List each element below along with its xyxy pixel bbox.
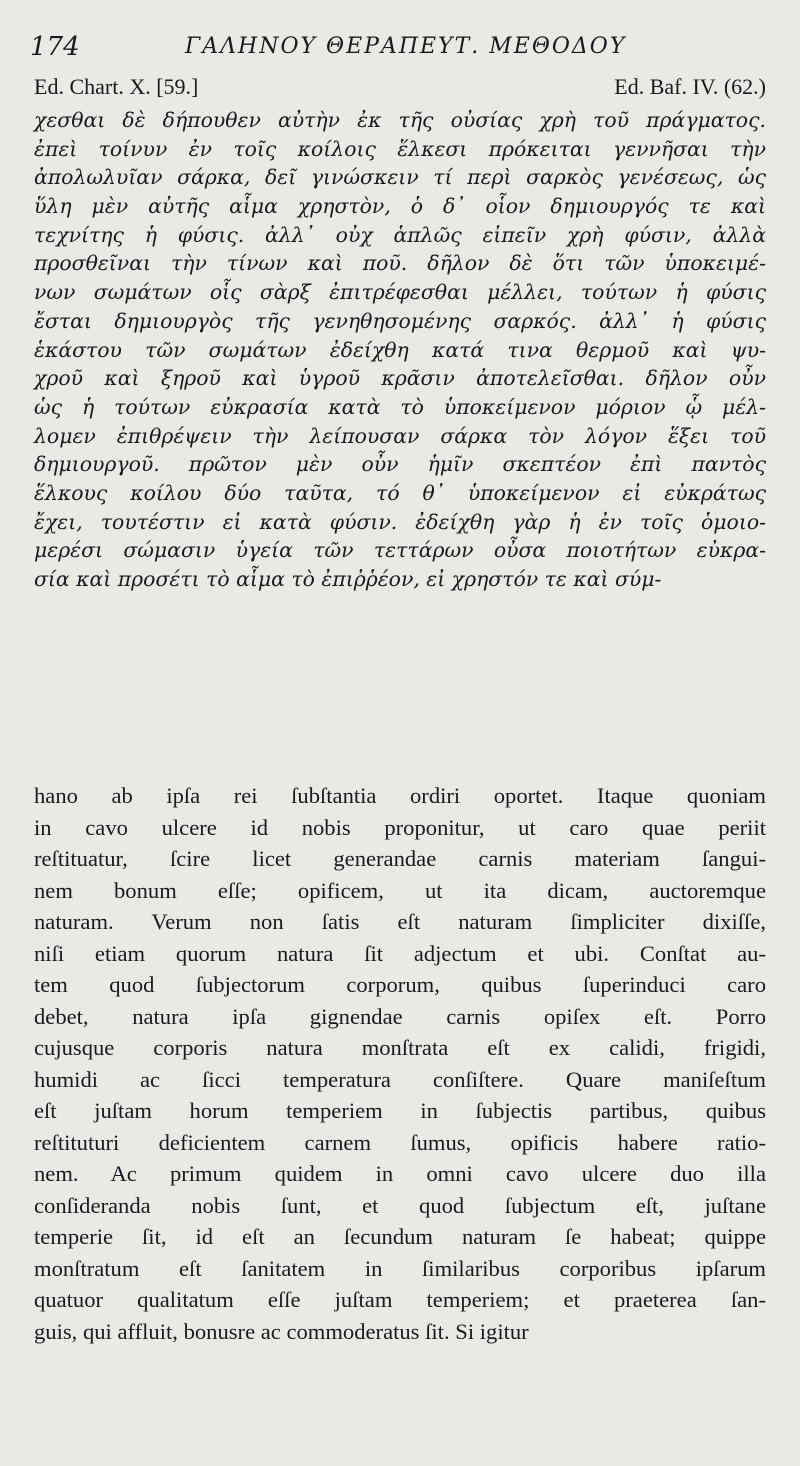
latin-text-line: in cavo ulcere id nobis proponitur, ut caro quae periit <box>34 814 766 840</box>
page-number: 174 <box>30 32 80 62</box>
greek-text-line: ἑκάστου τῶν σωμάτων ἐδείχθη κατά τινα θερμοῦ καὶ ψυ- <box>34 337 766 362</box>
latin-text-block <box>34 780 766 1347</box>
greek-text-line: χεσθαι δὲ δήπουθεν αὐτὴν ἐκ τῆς οὐσίας χρὴ τοῦ πράγματος. <box>34 108 766 132</box>
page-header <box>30 30 770 62</box>
latin-text-line: nem bonum eſſe; opificem, ut ita dicam, auctoremque <box>34 877 766 903</box>
greek-text-line: ὕλη μὲν αὐτῆς αἷμα χρηστὸν, ὁ δ᾽ οἷον δημιουργός τε καὶ <box>34 194 766 219</box>
latin-text-line: eſt juſtam horum temperiem in ſubjectis partibus, quibus <box>34 1098 766 1123</box>
latin-text-line: debet, natura ipſa gignendae carnis opiſex eſt. Porro <box>34 1003 766 1029</box>
latin-text-line: reſtituatur, ſcire licet generandae carnis materiam ſangui- <box>34 846 766 871</box>
greek-text-line: σία καὶ προσέτι τὸ αἷμα τὸ ἐπιῤῥέον, εἰ χρηστόν τε καὶ σύμ- <box>34 567 662 591</box>
greek-text-line: δημιουργοῦ. πρῶτον μὲν οὖν ἡμῖν σκεπτέον ἐπὶ παντὸς <box>34 452 766 477</box>
latin-text-line: humidi ac ſicci temperatura conſiſtere. Quare maniſeſtum <box>34 1066 766 1092</box>
running-title: ΓΑΛΗΝΟΥ ΘΕΡΑΠΕΥΤ. ΜΕΘΟΔΟΥ <box>185 34 627 59</box>
latin-text-line: guis, qui affluit, bonusre ac commoderatus ſit. Si igitur <box>34 1318 529 1344</box>
edition-reference-right: Ed. Baf. IV. (62.) <box>614 74 766 99</box>
edition-references <box>34 74 766 104</box>
greek-text-line: ἀπολωλυῖαν σάρκα, δεῖ γινώσκειν τί περὶ σαρκὸς γενέσεως, ὡς <box>34 165 766 190</box>
latin-text-line: niſi etiam quorum natura ſit adjectum et ubi. Conſtat au- <box>34 940 766 966</box>
latin-text-line: hano ab ipſa rei ſubſtantia ordiri oportet. Itaque quoniam <box>34 783 766 808</box>
greek-text-line: μερέσι σώμασιν ὑγεία τῶν τεττάρων οὖσα ποιοτήτων εὐκρα- <box>34 538 766 563</box>
latin-text-line: conſideranda nobis ſunt, et quod ſubjectum eſt, juſtane <box>34 1192 766 1218</box>
latin-text-line: temperie ſit, id eſt an ſecundum naturam ſe habeat; quippe <box>34 1224 766 1249</box>
greek-text-line: ὡς ἡ τούτων εὐκρασία κατὰ τὸ ὑποκείμενον μόριον ᾧ μέλ- <box>34 394 766 419</box>
latin-text-line: quatuor qualitatum eſſe juſtam temperiem; et praeterea ſan- <box>34 1287 766 1312</box>
greek-text-line: ἔχει, τουτέστιν εἰ κατὰ φύσιν. ἐδείχθη γὰρ ἡ ἐν τοῖς ὁμοιο- <box>34 509 766 534</box>
greek-text-line: νων σωμάτων οἷς σὰρξ ἐπιτρέφεσθαι μέλλει, τούτων ἡ φύσις <box>34 280 766 305</box>
latin-text-line: nem. Ac primum quidem in omni cavo ulcere duo illa <box>34 1161 766 1186</box>
greek-text-line: λομεν ἐπιθρέψειν τὴν λείπουσαν σάρκα τὸν λόγον ἕξει τοῦ <box>34 423 766 448</box>
latin-text-line: monſtratum eſt ſanitatem in ſimilaribus corporibus ipſarum <box>34 1255 766 1281</box>
latin-text-line: reſtituturi deficientem carnem ſumus, opificis habere ratio- <box>34 1129 766 1155</box>
latin-text-line: tem quod ſubjectorum corporum, quibus ſuperinduci caro <box>34 972 766 997</box>
greek-text-line: ἔσται δημιουργὸς τῆς γενηθησομένης σαρκός. ἀλλ᾽ ἡ φύσις <box>34 308 766 333</box>
greek-text-line: ἕλκους κοίλου δύο ταῦτα, τό θ᾽ ὑποκείμενον εἰ εὐκράτως <box>34 480 766 505</box>
greek-text-line: ἐπεὶ τοίνυν ἐν τοῖς κοίλοις ἕλκεσι πρόκειται γεννῆσαι τὴν <box>34 136 766 161</box>
latin-text-line: naturam. Verum non ſatis eſt naturam ſimpliciter dixiſſe, <box>34 909 766 934</box>
greek-text-line: τεχνίτης ἡ φύσις. ἀλλ᾽ οὐχ ἁπλῶς εἰπεῖν χρὴ φύσιν, ἀλλὰ <box>34 222 766 247</box>
edition-reference-left: Ed. Chart. X. [59.] <box>34 74 199 99</box>
greek-text-block <box>34 106 766 594</box>
greek-text-line: χροῦ καὶ ξηροῦ καὶ ὑγροῦ κρᾶσιν ἀποτελεῖσθαι. δῆλον οὖν <box>34 366 766 391</box>
latin-text-line: cujusque corporis natura monſtrata eſt ex calidi, frigidi, <box>34 1035 766 1060</box>
greek-text-line: προσθεῖναι τὴν τίνων καὶ ποῦ. δῆλον δὲ ὅτι τῶν ὑποκειμέ- <box>34 251 766 276</box>
